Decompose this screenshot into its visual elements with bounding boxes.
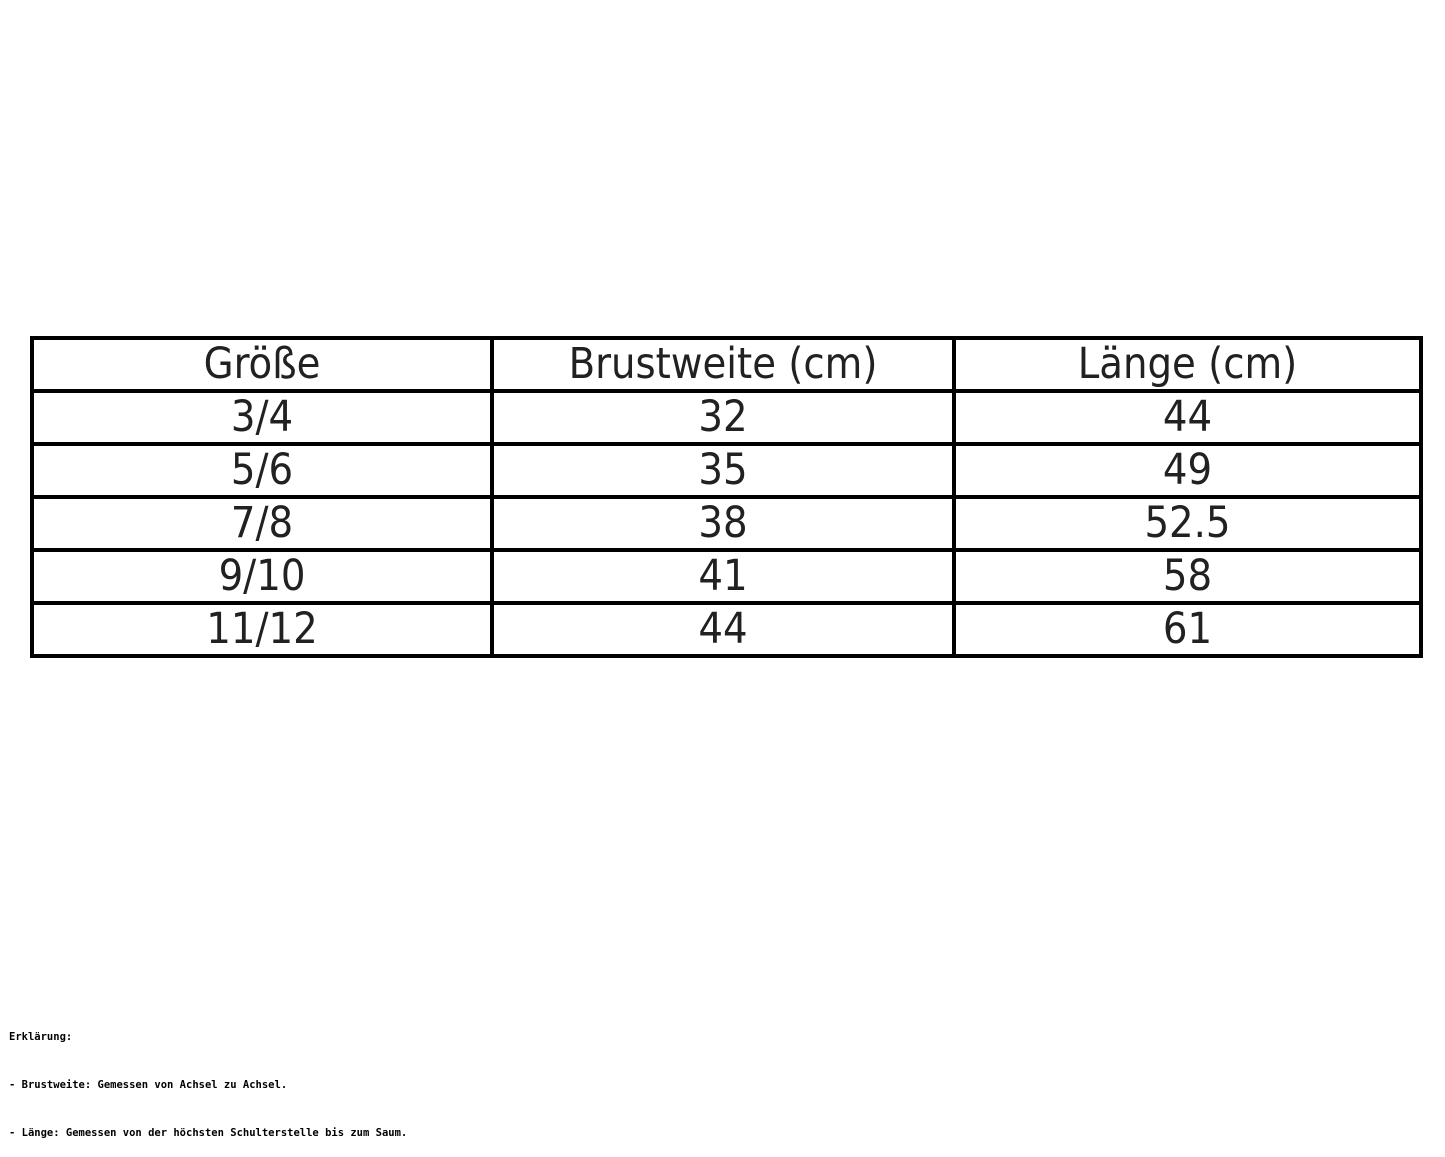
size-cell: 7/8 — [32, 497, 492, 550]
length-cell: 44 — [954, 391, 1421, 444]
explanation-block — [9, 997, 407, 1157]
chest-width-cell: 41 — [492, 550, 954, 603]
chest-width-cell: 38 — [492, 497, 954, 550]
table-row — [32, 550, 1421, 603]
explanation-line-length: - Länge: Gemessen von der höchsten Schulterstelle bis zum Saum. — [9, 1127, 408, 1139]
chest-width-cell: 35 — [492, 444, 954, 497]
length-cell: 49 — [954, 444, 1421, 497]
table-row — [32, 444, 1421, 497]
chest-width-cell: 32 — [492, 391, 954, 444]
size-cell: 9/10 — [32, 550, 492, 603]
size-chart-table — [30, 336, 1423, 658]
length-cell: 61 — [954, 603, 1421, 656]
table-row — [32, 603, 1421, 656]
table-header-row — [32, 338, 1421, 391]
table-row — [32, 391, 1421, 444]
explanation-title: Erklärung: — [9, 1031, 73, 1043]
length-cell: 52.5 — [954, 497, 1421, 550]
size-cell: 11/12 — [32, 603, 492, 656]
size-cell: 5/6 — [32, 444, 492, 497]
col-header-chest-width: Brustweite (cm) — [492, 338, 954, 391]
col-header-size: Größe — [32, 338, 492, 391]
table-row — [32, 497, 1421, 550]
chest-width-cell: 44 — [492, 603, 954, 656]
size-cell: 3/4 — [32, 391, 492, 444]
col-header-length: Länge (cm) — [954, 338, 1421, 391]
length-cell: 58 — [954, 550, 1421, 603]
explanation-line-chest-width: - Brustweite: Gemessen von Achsel zu Achsel. — [9, 1079, 288, 1091]
